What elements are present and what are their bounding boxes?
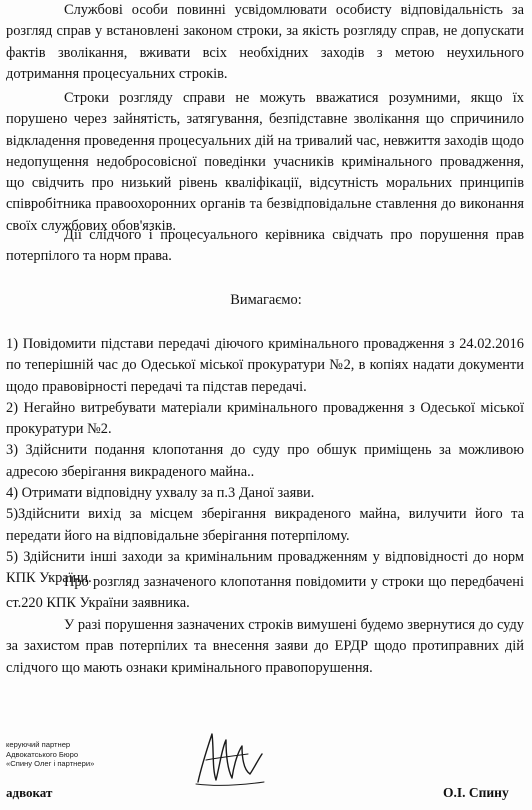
demand-item: 5)Здійснити вихід за місцем зберігання викраденого майна, вилучити його та передати його на відповідальне зберігання потерпілому. (6, 506, 524, 544)
closing-block-2 (0, 615, 532, 679)
paragraph-violation: Дії слідчого і процесуального керівника свідчать про порушення прав потерпілого та норм права. (6, 227, 524, 265)
signer-title-line: «Спину Олег і партнери» (6, 759, 95, 769)
demand-item: 4) Отримати відповідну ухвалу за п.3 Даної заяви. (6, 485, 315, 502)
closing-warning: У разі порушення зазначених строків вимушені будемо звернутися до суду за захистом прав потерпілих та внесення заяви до ЕРДР щодо протиправних дій слідчого що мають ознаки кримінального правопорушення. (6, 617, 524, 676)
paragraph-responsibility: Службові особи повинні усвідомлювати особисту відповідальність за розгляд справ у встановлені законом строки, за якість розгляду справ, не допускати фактів зволікання, вживати всіх необхідних заходів з метою неухильного дотримання процесуальних строків. (6, 2, 524, 82)
paragraph-block-3 (0, 225, 532, 268)
demand-item: 1) Повідомити підстави передачі діючого кримінального провадження з 24.02.2016 по теперішній час до Одеської міської прокуратури №2, в копіях надати документи щодо правовірності передачі та підстав передачі. (6, 336, 524, 395)
demands-list (0, 334, 532, 590)
paragraph-block-2 (0, 88, 532, 237)
demand-item: 5) Здійснити інші заходи за кримінальним провадженням у відповідності до норм КПК України. (6, 548, 524, 587)
paragraph-block-1 (0, 0, 532, 85)
signer-title (6, 740, 94, 769)
demand-heading: Вимагаємо: (230, 292, 302, 308)
closing-request: Про розгляд зазначеного клопотання повідомити у строки що передбачені ст.220 КПК України заявника. (6, 574, 524, 612)
demand-item: 3) Здійснити подання клопотання до суду про обшук приміщень за можливою адресою зберігання викраденого майна.. (6, 442, 524, 480)
signer-name: О.І. Спину (443, 785, 509, 800)
handwritten-signature (192, 724, 272, 796)
signer-role: адвокат (6, 785, 53, 800)
closing-block-1 (0, 572, 532, 615)
signer-title-line: керуючий партнер (6, 740, 71, 749)
paragraph-reasonable-terms: Строки розгляду справи не можуть вважатися розумними, якщо їх порушено через зайнятість, затягування, безпідставне зволікання що спричинило відкладення проведення процесуальних дій на тривалий час, невжиття заходів щодо недопущення недобросовісної поведінки учасників кримінального провадження, що свідчить про низький рівень кваліфікації, відсутність моральних принципів співробітника правоохоронних органів та безвідповідальне ставлення до виконання своїх службових обов'язків. (6, 90, 524, 234)
demand-heading-block (0, 290, 532, 311)
signer-title-line: Адвокатського Бюро (6, 749, 79, 759)
demand-item: 2) Негайно витребувати матеріали кримінального провадження з Одеської міської прокуратури №2. (6, 399, 524, 438)
